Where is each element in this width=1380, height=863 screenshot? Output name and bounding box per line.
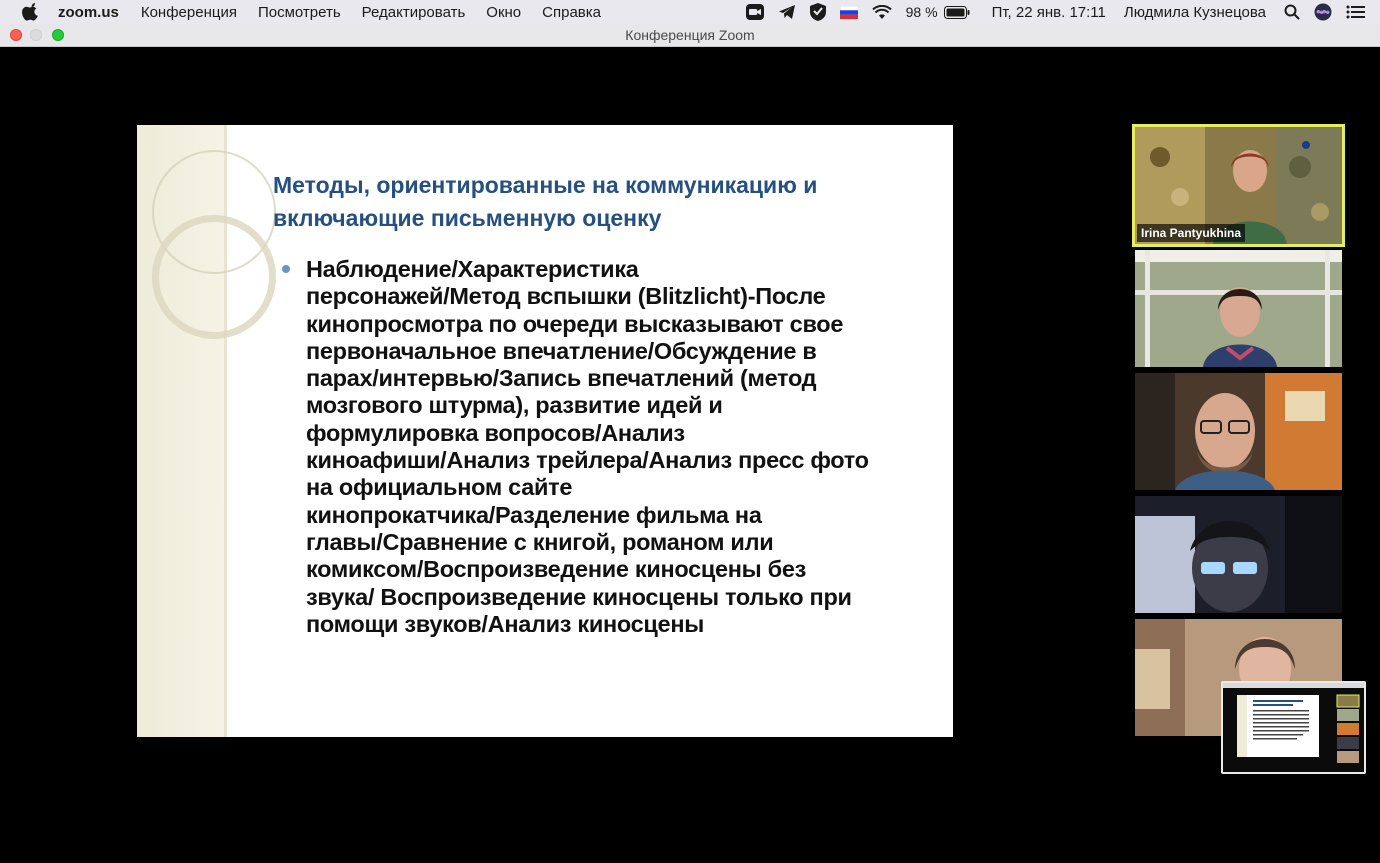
clock[interactable]: Пт, 22 янв. 17:11 <box>991 3 1106 21</box>
slide-title <box>273 169 893 235</box>
apple-icon[interactable] <box>22 3 38 21</box>
bullet-line: формулировка вопросов/Анализ <box>306 419 685 446</box>
telegram-icon[interactable] <box>778 4 796 20</box>
bullet-line: мозгового штурма), развитие идей и <box>306 392 723 419</box>
menu-window[interactable]: Окно <box>486 3 522 21</box>
battery-percentage: 98 % <box>905 4 938 20</box>
participant-video <box>1135 250 1342 367</box>
bullet-line: первоначальное впечатление/Обсуждение в <box>306 337 817 364</box>
bullet-line: Наблюдение/Характеристика <box>306 256 639 282</box>
russian-flag-icon[interactable] <box>840 6 858 19</box>
participant-tile[interactable] <box>1135 496 1342 613</box>
bullet-line: персонажей/Метод вспышки (Blitzlicht)-После <box>306 283 826 310</box>
shared-slide <box>137 125 953 737</box>
bullet-line: помощи звуков/Анализ киносцены <box>306 610 704 637</box>
participant-tile[interactable] <box>1135 373 1342 490</box>
participant-name-label: Irina Pantyukhina <box>1137 224 1245 242</box>
siri-icon[interactable] <box>1314 3 1332 21</box>
slide-bullet <box>306 256 936 638</box>
participant-video <box>1135 373 1342 490</box>
bullet-icon <box>282 265 290 273</box>
menu-edit[interactable]: Редактировать <box>361 3 466 21</box>
self-view-preview <box>1223 683 1364 772</box>
shield-icon[interactable] <box>810 3 826 21</box>
self-view-thumbnail[interactable] <box>1221 681 1366 774</box>
user-name[interactable]: Людмила Кузнецова <box>1123 3 1266 21</box>
bullet-line: комиксом/Воспроизведение киносцены без <box>306 556 807 583</box>
search-icon[interactable] <box>1284 4 1300 20</box>
slide-decor-sidebar <box>137 125 227 737</box>
bullet-line: звука/ Воспроизведение киносцены только при <box>306 583 852 610</box>
menu-bar <box>0 0 1380 24</box>
bullet-line: главы/Сравнение с книгой, романом или <box>306 528 774 555</box>
control-center-icon[interactable] <box>1346 4 1366 20</box>
bullet-line: кинопрокатчика/Разделение фильма на <box>306 501 762 528</box>
battery-icon[interactable] <box>944 6 970 19</box>
menu-view[interactable]: Посмотреть <box>257 3 341 21</box>
window-title: Конференция Zoom <box>625 27 755 43</box>
wifi-icon[interactable] <box>872 5 892 20</box>
slide-decor-circle <box>152 215 276 339</box>
participant-tile[interactable] <box>1135 250 1342 367</box>
window-title-bar[interactable] <box>0 24 1380 47</box>
zoom-icon[interactable] <box>746 4 764 20</box>
participant-video <box>1135 496 1342 613</box>
bullet-line: киноафиши/Анализ трейлера/Анализ пресс фото <box>306 447 869 474</box>
bullet-line: кинопросмотра по очереди высказывают свое <box>306 310 844 337</box>
participant-tile-active-speaker[interactable] <box>1132 124 1345 247</box>
bullet-line: парах/интервью/Запись впечатлений (метод <box>306 365 817 392</box>
app-menu-zoom[interactable]: zoom.us <box>58 3 119 21</box>
menu-help[interactable]: Справка <box>542 3 601 21</box>
slide-title-line: включающие письменную оценку <box>273 205 662 231</box>
bullet-line: на официальном сайте <box>306 474 573 501</box>
slide-title-line: Методы, ориентированные на коммуникацию и <box>273 172 818 198</box>
menu-conference[interactable]: Конференция <box>140 3 237 21</box>
